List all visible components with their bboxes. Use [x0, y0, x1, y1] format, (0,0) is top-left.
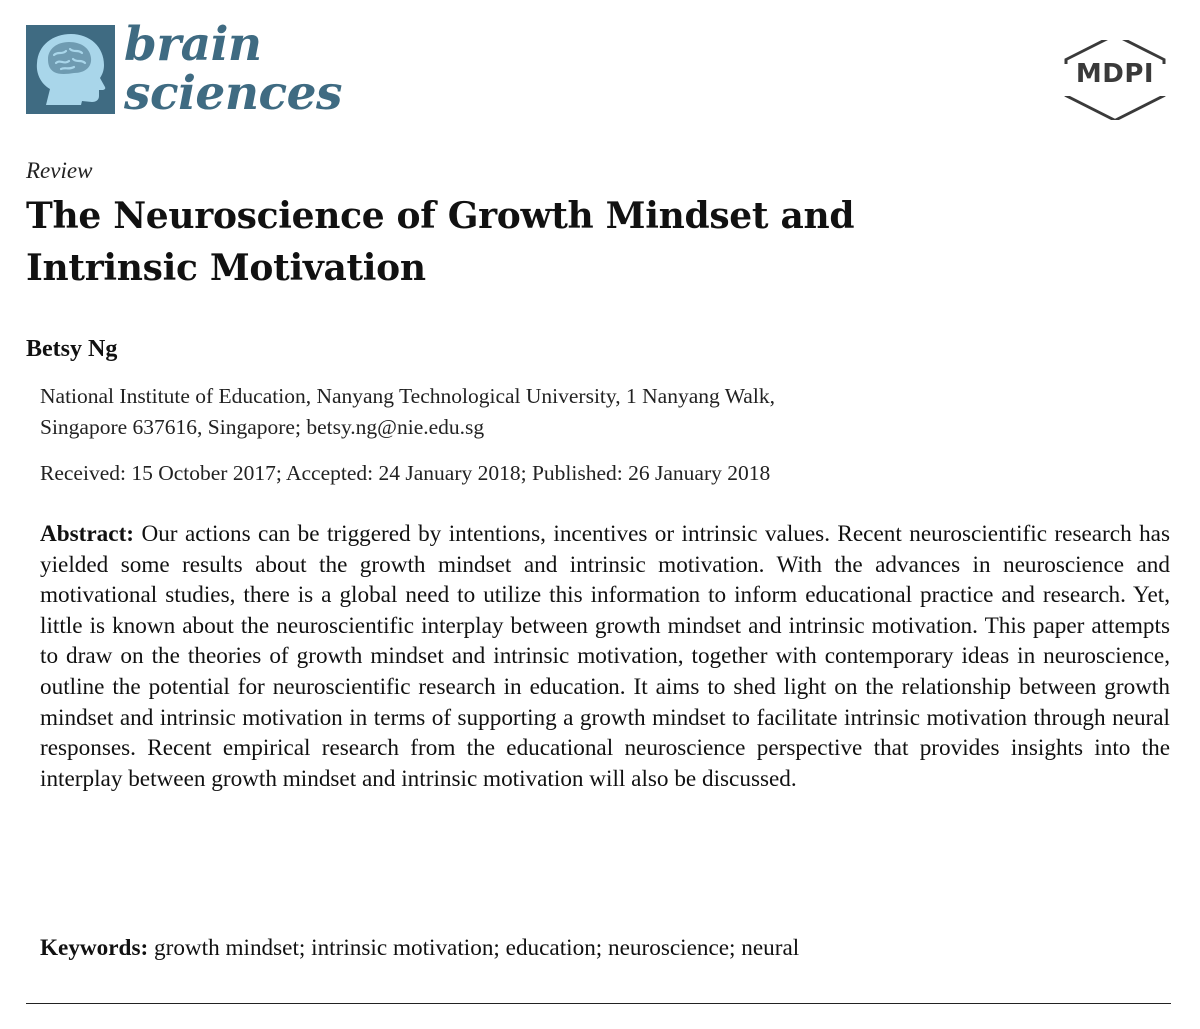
- divider: [26, 1003, 1171, 1004]
- keywords-label: Keywords:: [40, 935, 149, 961]
- journal-name-line1: brain: [124, 17, 262, 72]
- keywords-text: growth mindset; intrinsic motivation; education; neuroscience; neural: [154, 935, 800, 961]
- abstract: [40, 519, 1170, 794]
- article-type: Review: [26, 158, 93, 183]
- abstract-text: Our actions can be triggered by intentions, incentives or intrinsic values. Recent neuroscientific research has yielded some results about the growth mindset and intrinsic motivation. With the advances in neuroscience and motivational studies, there is a global need to utilize this information to inform educational practice and research. Yet, little is known about the neuroscientific interplay between growth mindset and intrinsic motivation. This paper attempts to draw on the theories of growth mindset and intrinsic motivation, together with contemporary ideas in neuroscience, outline the potential for neuroscientific research in education. It aims to shed light on the relationship between growth mindset and intrinsic motivation in terms of supporting a growth mindset to facilitate intrinsic motivation through neural responses. Recent empirical research from the educational neuroscience perspective that provides insights into the interplay between growth mindset and intrinsic motivation will also be discussed.: [40, 521, 1170, 792]
- brain-head-icon: [26, 25, 115, 114]
- abstract-label: Abstract:: [40, 521, 135, 547]
- affiliation-line: National Institute of Education, Nanyang Technological University, 1 Nanyang Walk,: [40, 384, 775, 408]
- author-name: Betsy Ng: [26, 336, 118, 362]
- journal-name: [124, 17, 342, 121]
- journal-logo: [26, 25, 115, 114]
- article-title: The Neuroscience of Growth Mindset and Intrinsic Motivation: [26, 195, 855, 289]
- affiliation-line: Singapore 637616, Singapore; betsy.ng@nie.edu.sg: [40, 415, 485, 439]
- journal-name-line2: sciences: [124, 66, 342, 121]
- author-affiliation: [40, 381, 940, 443]
- publication-dates: Received: 15 October 2017; Accepted: 24 January 2018; Published: 26 January 2018: [40, 461, 771, 485]
- keywords: [40, 935, 1170, 962]
- publisher-name: MDPI: [1075, 59, 1155, 89]
